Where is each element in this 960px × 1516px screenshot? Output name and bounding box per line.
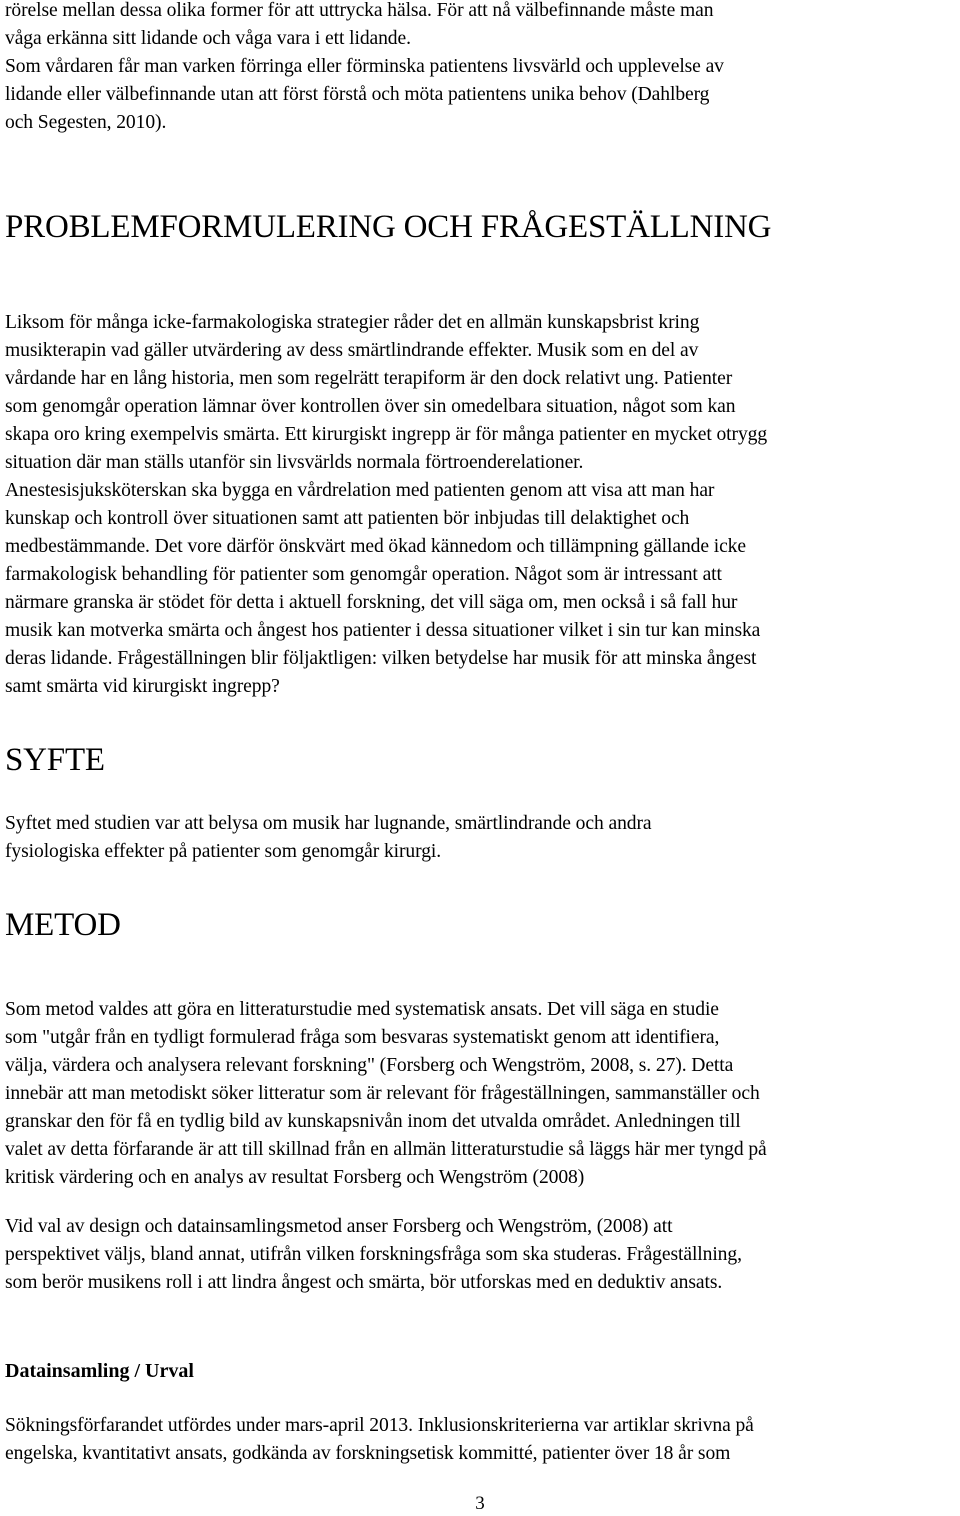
text-line: våga erkänna sitt lidande och våga vara i ett lidande. xyxy=(5,28,411,49)
metod-paragraph-1 xyxy=(5,996,960,1192)
text-line: Syftet med studien var att belysa om musik har lugnande, smärtlindrande och andra xyxy=(5,813,652,834)
datainsamling-heading: Datainsamling / Urval xyxy=(5,1360,194,1382)
syfte-heading: SYFTE xyxy=(5,742,105,778)
text-line: Vid val av design och datainsamlingsmetod anser Forsberg och Wengström, (2008) att xyxy=(5,1216,673,1237)
text-line: Som vårdaren får man varken förringa eller förminska patientens livsvärld och upplevelse av xyxy=(5,56,724,77)
text-line: Liksom för många icke-farmakologiska strategier råder det en allmän kunskapsbrist kring xyxy=(5,312,700,333)
metod-heading: METOD xyxy=(5,907,121,943)
text-line: medbestämmande. Det vore därför önskvärt med ökad kännedom och tillämpning gällande icke xyxy=(5,536,746,557)
problem-heading: PROBLEMFORMULERING OCH FRÅGESTÄLLNING xyxy=(5,209,772,245)
page-number: 3 xyxy=(475,1493,485,1514)
text-line: som "utgår från en tydligt formulerad fråga som besvaras systematiskt genom att identifiera, xyxy=(5,1027,720,1048)
text-line: välja, värdera och analysera relevant forskning" (Forsberg och Wengström, 2008, s. 27). Detta xyxy=(5,1055,734,1076)
text-line: innebär att man metodiskt söker litteratur som är relevant för frågeställningen, sammanställer och xyxy=(5,1083,760,1104)
datainsamling-paragraph xyxy=(5,1412,960,1468)
syfte-paragraph xyxy=(5,810,960,866)
text-line: som berör musikens roll i att lindra ångest och smärta, bör utforskas med en deduktiv ansats. xyxy=(5,1272,723,1293)
text-line: engelska, kvantitativt ansats, godkända av forskningsetisk kommitté, patienter över 18 år som xyxy=(5,1443,731,1464)
text-line: som genomgår operation lämnar över kontrollen över sin omedelbara situation, något som kan xyxy=(5,396,736,417)
text-line: valet av detta förfarande är att till skillnad från en allmän litteraturstudie så läggs här mer tyngd på xyxy=(5,1139,767,1160)
text-line: granskar den för få en tydlig bild av kunskapsnivån inom det utvalda området. Anledningen till xyxy=(5,1111,741,1132)
text-line: närmare granska är stödet för detta i aktuell forskning, det vill säga om, men också i så fall hur xyxy=(5,592,738,613)
text-line: kunskap och kontroll över situationen samt att patienten bör inbjudas till delaktighet och xyxy=(5,508,690,529)
text-line: situation där man ställs utanför sin livsvärlds normala förtroenderelationer. xyxy=(5,452,584,473)
text-line: Som metod valdes att göra en litteraturstudie med systematisk ansats. Det vill säga en studie xyxy=(5,999,719,1020)
intro-paragraph xyxy=(5,0,960,137)
text-line: deras lidande. Frågeställningen blir följaktligen: vilken betydelse har musik för att minska ångest xyxy=(5,648,757,669)
text-line: fysiologiska effekter på patienter som genomgår kirurgi. xyxy=(5,841,442,862)
text-line: perspektivet väljs, bland annat, utifrån vilken forskningsfråga som ska studeras. Frågeställning, xyxy=(5,1244,742,1265)
text-line: och Segesten, 2010). xyxy=(5,112,167,133)
text-line: lidande eller välbefinnande utan att först förstå och möta patientens unika behov (Dahlberg xyxy=(5,84,710,105)
text-line: musik kan motverka smärta och ångest hos patienter i dessa situationer vilket i sin tur kan minska xyxy=(5,620,761,641)
text-line: Anestesisjuksköterskan ska bygga en vårdrelation med patienten genom att visa att man har xyxy=(5,480,715,501)
text-line: Sökningsförfarandet utfördes under mars-april 2013. Inklusionskriterierna var artiklar skrivna på xyxy=(5,1415,754,1436)
text-line: farmakologisk behandling för patienter som genomgår operation. Något som är intressant att xyxy=(5,564,722,585)
text-line: kritisk värdering och en analys av resultat Forsberg och Wengström (2008) xyxy=(5,1167,585,1188)
text-line: vårdande har en lång historia, men som regelrätt terapiform är den dock relativt ung. Patienter xyxy=(5,368,733,389)
text-line: musikterapin vad gäller utvärdering av dess smärtlindrande effekter. Musik som en del av xyxy=(5,340,699,361)
text-line: skapa oro kring exempelvis smärta. Ett kirurgiskt ingrepp är för många patienter en mycket otrygg xyxy=(5,424,768,445)
text-line: rörelse mellan dessa olika former för att uttrycka hälsa. För att nå välbefinnande måste man xyxy=(5,0,714,21)
problem-paragraph xyxy=(5,309,960,701)
text-line: samt smärta vid kirurgiskt ingrepp? xyxy=(5,676,280,697)
metod-paragraph-2 xyxy=(5,1213,960,1297)
